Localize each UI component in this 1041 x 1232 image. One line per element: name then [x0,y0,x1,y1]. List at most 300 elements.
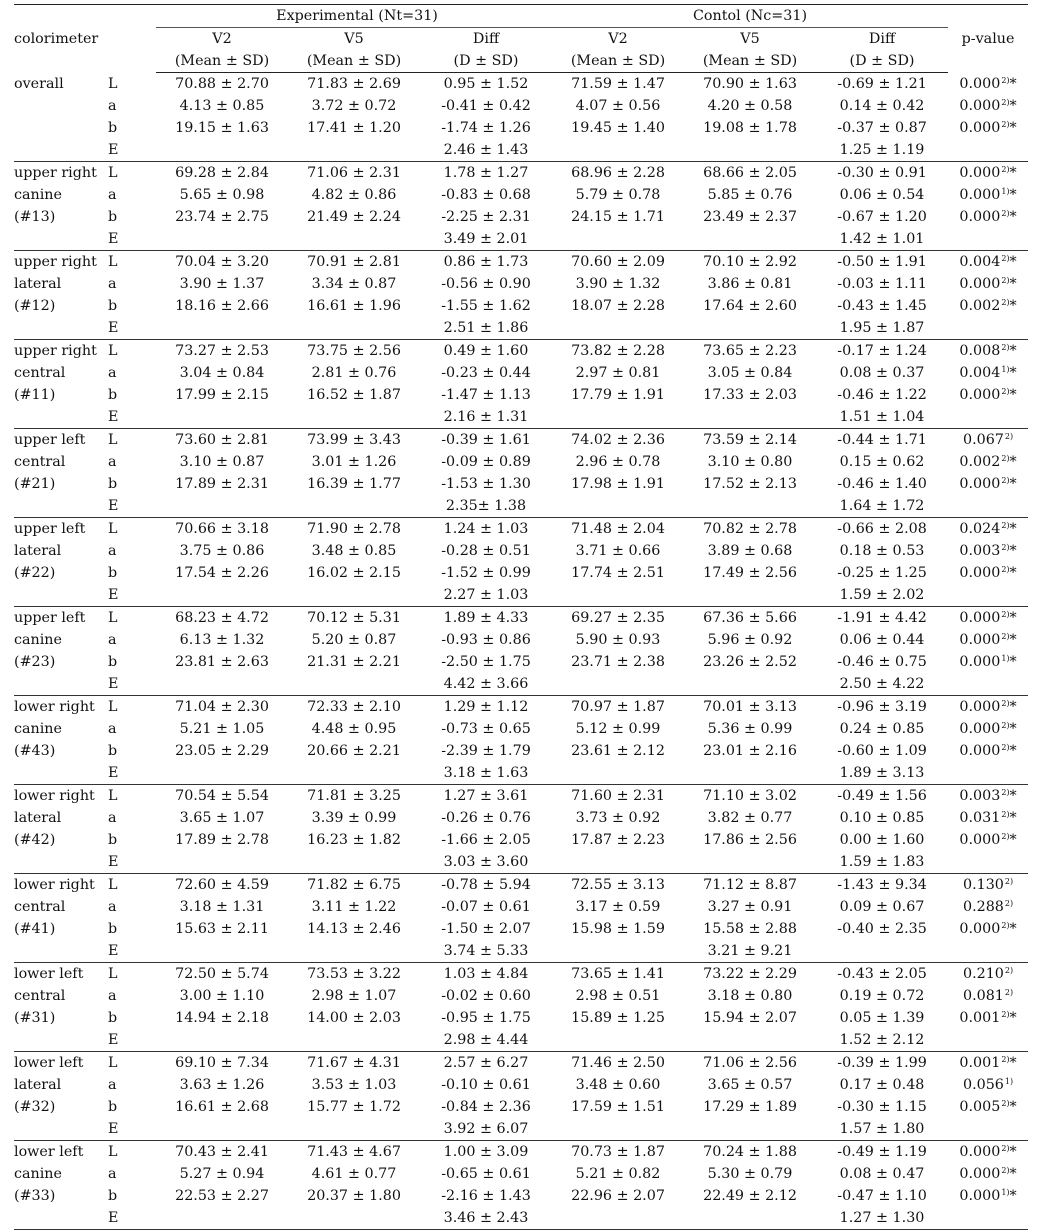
exp-diff-cell: -0.95 ± 1.75 [441,1010,531,1026]
table-row [14,451,1028,473]
ctl-v2-cell: 2.97 ± 0.81 [575,365,661,381]
exp-v5-cell: 3.01 ± 1.26 [311,454,397,470]
p-value-footnote: 2) [1001,743,1010,752]
tooth-label: (#21) [14,476,56,492]
exp-v2-cell: 17.89 ± 2.78 [175,832,269,848]
table-row [14,851,1028,874]
table-row [14,673,1028,696]
p-value: 0.000 [959,1166,1001,1182]
exp-v5-cell: 71.81 ± 3.25 [307,788,401,804]
ctl-v5-cell [684,1207,816,1230]
tooth-label: central [14,454,66,470]
table-row [14,1141,1028,1164]
ctl-diff-cell: -0.17 ± 1.24 [837,343,927,359]
tooth-label: (#32) [14,1099,56,1115]
ctl-v2-cell: 5.79 ± 0.78 [575,187,661,203]
component-label: a [108,276,117,292]
exp-diff-cell: -1.55 ± 1.62 [441,298,531,314]
tooth-label: upper left [14,521,86,537]
exp-diff-cell: -1.53 ± 1.30 [441,476,531,492]
table-row [14,384,1028,406]
table-row [14,918,1028,940]
ctl-diff-cell: -0.25 ± 1.25 [837,565,927,581]
ctl-v5-cell: 68.66 ± 2.05 [703,165,797,181]
tooth-label: lateral [14,810,62,826]
p-value: 0.000 [959,832,1001,848]
component-label: b [108,743,118,759]
ctl-diff-cell: -0.39 ± 1.99 [837,1055,927,1071]
significance-star: * [1009,476,1017,492]
table-row [14,251,1028,274]
component-label: E [108,317,156,340]
ctl-v5-cell: 23.26 ± 2.52 [703,654,797,670]
tooth-label: (#33) [14,1188,56,1204]
table-row [14,1007,1028,1029]
exp-v5-cell: 16.39 ± 1.77 [307,476,401,492]
tooth-label: lateral [14,543,62,559]
p-value-cell [948,584,1028,607]
exp-diff-cell: 3.74 ± 5.33 [420,940,552,963]
p-value: 0.000 [959,120,1001,136]
exp-diff-cell: 1.89 ± 4.33 [443,610,529,626]
p-value-cell [948,762,1028,785]
component-label: b [108,921,118,937]
component-label: L [108,521,118,537]
ctl-diff-cell: 1.59 ± 1.83 [816,851,948,874]
tooth-label [14,228,108,251]
p-value-footnote: 2) [1001,632,1010,641]
ctl-diff-cell: 0.08 ± 0.47 [839,1166,925,1182]
p-value-footnote: 2) [1001,454,1010,463]
p-value-cell [948,117,1028,139]
p-value-cell [948,1207,1028,1230]
ctl-diff-cell: 1.64 ± 1.72 [816,495,948,518]
ctl-diff-cell: 0.18 ± 0.53 [839,543,925,559]
p-value: 0.001 [959,1010,1001,1026]
ctl-v2-cell: 17.74 ± 2.51 [571,565,665,581]
ctl-v2-cell [552,317,684,340]
tooth-label: (#43) [14,743,56,759]
exp-v2-cell: 69.28 ± 2.84 [175,165,269,181]
ctl-v2-cell: 17.98 ± 1.91 [571,476,665,492]
significance-star: * [1009,632,1017,648]
p-value: 0.288 [962,899,1004,915]
exp-v2-cell: 3.75 ± 0.86 [179,543,265,559]
ctl-diff-cell: -0.37 ± 0.87 [837,120,927,136]
exp-diff-cell: -0.84 ± 2.36 [441,1099,531,1115]
p-value-footnote: 2) [1001,1055,1010,1064]
p-value-cell [948,918,1028,940]
significance-star: * [1009,699,1017,715]
exp-v2-cell: 3.18 ± 1.31 [179,899,265,915]
p-value-footnote: 2) [1004,432,1014,441]
significance-star: * [1009,187,1017,203]
tooth-label: canine [14,721,62,737]
exp-v5-cell [288,940,420,963]
table-row [14,495,1028,518]
ctl-v2-cell: 3.71 ± 0.66 [575,543,661,559]
ctl-v2-cell [552,673,684,696]
tooth-label: canine [14,187,62,203]
ctl-v2-cell [552,1118,684,1141]
component-label: b [108,387,118,403]
exp-diff-cell: 2.27 ± 1.03 [420,584,552,607]
component-label: L [108,432,118,448]
ctl-diff-cell: 2.50 ± 4.22 [816,673,948,696]
ctl-diff-cell: 0.00 ± 1.60 [839,832,925,848]
p-value-footnote: 2) [1001,1166,1010,1175]
exp-v2-cell: 3.90 ± 1.37 [179,276,265,292]
tooth-label: (#13) [14,209,56,225]
exp-diff-cell: 2.57 ± 6.27 [443,1055,529,1071]
table-row [14,518,1028,541]
p-value-cell [948,162,1028,185]
ctl-diff-cell: 1.57 ± 1.80 [816,1118,948,1141]
ctl-v2-cell: 4.07 ± 0.56 [575,98,661,114]
table-row [14,607,1028,630]
component-label: E [108,406,156,429]
ctl-diff-cell: 0.06 ± 0.54 [839,187,925,203]
p-value-footnote: 2) [1001,298,1010,307]
table-row [14,1074,1028,1096]
tooth-group [14,1141,1028,1230]
ctl-diff-cell: 0.08 ± 0.37 [839,365,925,381]
exp-v2-cell [156,406,288,429]
p-value: 0.056 [962,1077,1004,1093]
table-row [14,1185,1028,1207]
exp-diff-cell: -0.07 ± 0.61 [441,899,531,915]
p-value-footnote: 2) [1001,387,1010,396]
pvalue-header: p-value [948,5,1028,73]
p-value-cell [948,206,1028,228]
p-value: 0.000 [959,632,1001,648]
ctl-diff-cell: -0.49 ± 1.56 [837,788,927,804]
exp-diff-subheader: (D ± SD) [420,50,552,73]
exp-diff-cell: 1.24 ± 1.03 [443,521,529,537]
p-value-footnote: 2) [1001,209,1010,218]
tooth-label: upper left [14,432,86,448]
ctl-v5-cell: 70.82 ± 2.78 [703,521,797,537]
p-value: 0.024 [959,521,1001,537]
exp-v5-cell: 2.81 ± 0.76 [311,365,397,381]
p-value-footnote: 2) [1004,899,1014,908]
ctl-v5-cell: 3.10 ± 0.80 [707,454,793,470]
component-label: E [108,940,156,963]
ctl-diff-cell: -1.43 ± 9.34 [837,877,927,893]
component-label: a [108,543,117,559]
exp-v2-cell: 17.54 ± 2.26 [175,565,269,581]
p-value-cell [948,362,1028,384]
ctl-v2-cell: 71.59 ± 1.47 [571,76,665,92]
exp-v5-cell: 21.49 ± 2.24 [307,209,401,225]
component-label: b [108,832,118,848]
component-label: b [108,1010,118,1026]
ctl-v5-subheader: (Mean ± SD) [684,50,816,73]
ctl-v5-cell [684,1029,816,1052]
tooth-label: (#12) [14,298,56,314]
exp-v2-cell: 23.81 ± 2.63 [175,654,269,670]
tooth-label: canine [14,632,62,648]
experimental-group-header: Experimental (Nt=31) [156,5,552,28]
component-label: L [108,788,118,804]
p-value-cell [948,1163,1028,1185]
p-value-cell [948,1029,1028,1052]
ctl-v5-cell: 3.86 ± 0.81 [707,276,793,292]
table-row [14,206,1028,228]
exp-v2-cell: 17.99 ± 2.15 [175,387,269,403]
table-row [14,73,1028,96]
significance-star: * [1009,1055,1017,1071]
exp-v5-cell: 16.02 ± 2.15 [307,565,401,581]
p-value-footnote: 2) [1001,1144,1010,1153]
ctl-v5-cell [684,495,816,518]
p-value-cell [948,73,1028,96]
ctl-diff-cell: 1.42 ± 1.01 [816,228,948,251]
exp-v5-cell: 14.00 ± 2.03 [307,1010,401,1026]
tooth-group [14,874,1028,963]
ctl-diff-cell: -0.43 ± 2.05 [837,966,927,982]
p-value: 0.005 [959,1099,1001,1115]
exp-v5-cell: 73.53 ± 3.22 [307,966,401,982]
ctl-v5-cell: 3.05 ± 0.84 [707,365,793,381]
exp-v5-cell: 72.33 ± 2.10 [307,699,401,715]
tooth-group [14,1052,1028,1141]
component-label: E [108,495,156,518]
exp-v2-cell: 14.94 ± 2.18 [175,1010,269,1026]
p-value-cell [948,1118,1028,1141]
table-row [14,273,1028,295]
ctl-v5-cell: 67.36 ± 5.66 [703,610,797,626]
exp-v5-cell: 3.53 ± 1.03 [311,1077,397,1093]
p-value-cell [948,718,1028,740]
ctl-v5-cell: 70.24 ± 1.88 [703,1144,797,1160]
ctl-v2-cell: 70.73 ± 1.87 [571,1144,665,1160]
p-value: 0.003 [959,543,1001,559]
exp-v5-cell: 15.77 ± 1.72 [307,1099,401,1115]
exp-v5-cell [288,851,420,874]
ctl-v2-cell: 17.87 ± 2.23 [571,832,665,848]
p-value: 0.067 [962,432,1004,448]
exp-v5-cell: 71.06 ± 2.31 [307,165,401,181]
p-value: 0.000 [959,1188,1001,1204]
exp-v2-cell: 68.23 ± 4.72 [175,610,269,626]
component-label: L [108,343,118,359]
ctl-v5-cell: 23.49 ± 2.37 [703,209,797,225]
component-label: a [108,187,117,203]
table-row [14,473,1028,495]
component-label: L [108,1144,118,1160]
p-value-cell [948,540,1028,562]
ctl-diff-subheader: (D ± SD) [816,50,948,73]
ctl-v2-cell: 72.55 ± 3.13 [571,877,665,893]
ctl-diff-cell: -0.46 ± 1.40 [837,476,927,492]
ctl-v5-cell: 17.29 ± 1.89 [703,1099,797,1115]
p-value: 0.000 [959,699,1001,715]
p-value-cell [948,95,1028,117]
ctl-v5-cell [684,228,816,251]
p-value-cell [948,940,1028,963]
ctl-diff-cell: -0.46 ± 0.75 [837,654,927,670]
tooth-label: (#41) [14,921,56,937]
tooth-group [14,429,1028,518]
p-value: 0.003 [959,788,1001,804]
exp-v5-cell: 20.66 ± 2.21 [307,743,401,759]
p-value-footnote: 2) [1001,165,1010,174]
component-label: L [108,254,118,270]
exp-v5-cell [288,673,420,696]
significance-star: * [1009,1010,1017,1026]
significance-star: * [1009,832,1017,848]
table-header [14,5,1028,73]
ctl-v5-cell: 17.49 ± 2.56 [703,565,797,581]
p-value-cell [948,1074,1028,1096]
significance-star: * [1009,921,1017,937]
table-row [14,940,1028,963]
component-label: a [108,721,117,737]
tooth-label: (#11) [14,387,56,403]
table-row [14,1096,1028,1118]
ctl-v5-cell: 17.52 ± 2.13 [703,476,797,492]
exp-v2-cell [156,228,288,251]
tooth-label: overall [14,75,64,92]
ctl-v5-cell [684,317,816,340]
component-label: E [108,1118,156,1141]
exp-diff-cell: 2.35± 1.38 [420,495,552,518]
exp-diff-cell: -0.41 ± 0.42 [441,98,531,114]
tooth-group [14,251,1028,340]
p-value-cell [948,629,1028,651]
p-value: 0.000 [959,1144,1001,1160]
p-value-footnote: 2) [1001,832,1010,841]
p-value-cell [948,1007,1028,1029]
component-label: L [108,877,118,893]
ctl-diff-cell: 0.24 ± 0.85 [839,721,925,737]
tooth-label: upper right [14,165,97,181]
exp-v5-cell: 73.99 ± 3.43 [307,432,401,448]
component-label: L [108,75,118,92]
component-label: L [108,1055,118,1071]
ctl-diff-cell: 1.89 ± 3.13 [816,762,948,785]
ctl-v5-cell [684,1118,816,1141]
exp-diff-cell: -0.83 ± 0.68 [441,187,531,203]
p-value-footnote: 2) [1001,810,1010,819]
tooth-label: lower right [14,699,95,715]
exp-v5-cell: 71.83 ± 2.69 [307,76,401,92]
p-value-cell [948,673,1028,696]
ctl-v2-cell: 2.98 ± 0.51 [575,988,661,1004]
p-value-cell [948,807,1028,829]
ctl-v2-cell: 3.73 ± 0.92 [575,810,661,826]
ctl-v5-cell: 5.96 ± 0.92 [707,632,793,648]
exp-v5-header: V5 [344,31,364,47]
p-value-cell [948,851,1028,874]
ctl-diff-cell: -0.43 ± 1.45 [837,298,927,314]
exp-v2-cell: 73.60 ± 2.81 [175,432,269,448]
ctl-v5-cell: 23.01 ± 2.16 [703,743,797,759]
tooth-label: lateral [14,1077,62,1093]
ctl-diff-cell: -0.30 ± 1.15 [837,1099,927,1115]
p-value: 0.002 [959,298,1001,314]
ctl-diff-cell: 0.19 ± 0.72 [839,988,925,1004]
significance-star: * [1009,120,1017,136]
table-row [14,785,1028,808]
ctl-v2-cell [552,762,684,785]
exp-diff-cell: -2.16 ± 1.43 [441,1188,531,1204]
ctl-diff-cell: 0.15 ± 0.62 [839,454,925,470]
colorimeter-results-table [14,4,1028,1230]
exp-diff-cell: -0.26 ± 0.76 [441,810,531,826]
ctl-v5-cell: 70.01 ± 3.13 [703,699,797,715]
exp-v2-cell [156,139,288,162]
p-value-cell [948,896,1028,918]
table-row [14,362,1028,384]
exp-v5-subheader: (Mean ± SD) [288,50,420,73]
table-row [14,295,1028,317]
table-row [14,584,1028,607]
exp-v2-cell [156,317,288,340]
exp-v2-cell: 15.63 ± 2.11 [175,921,269,937]
ctl-v5-cell: 19.08 ± 1.78 [703,120,797,136]
p-value-cell [948,429,1028,452]
p-value-cell [948,740,1028,762]
ctl-v5-cell: 15.58 ± 2.88 [703,921,797,937]
significance-star: * [1009,810,1017,826]
p-value-footnote: 1) [1001,654,1010,663]
tooth-label: upper left [14,610,86,626]
exp-diff-cell: -0.65 ± 0.61 [441,1166,531,1182]
tooth-label [14,117,108,139]
tooth-group [14,785,1028,874]
p-value: 0.004 [959,365,1001,381]
ctl-diff-header: Diff [868,31,896,47]
significance-star: * [1009,721,1017,737]
exp-v2-cell [156,1207,288,1230]
ctl-v2-cell: 71.60 ± 2.31 [571,788,665,804]
ctl-diff-cell: -0.96 ± 3.19 [837,699,927,715]
exp-v2-cell: 69.10 ± 7.34 [175,1055,269,1071]
exp-v5-cell: 4.61 ± 0.77 [311,1166,397,1182]
p-value-footnote: 2) [1001,120,1010,129]
p-value: 0.001 [959,1055,1001,1071]
exp-v2-cell: 6.13 ± 1.32 [179,632,265,648]
exp-v2-cell [156,495,288,518]
p-value: 0.000 [959,387,1001,403]
tooth-label: lateral [14,276,62,292]
exp-v5-cell: 71.82 ± 6.75 [307,877,401,893]
tooth-label: (#22) [14,565,56,581]
ctl-v5-cell: 3.89 ± 0.68 [707,543,793,559]
exp-v2-cell [156,1118,288,1141]
table-row [14,740,1028,762]
p-value: 0.000 [959,187,1001,203]
exp-v2-cell: 4.13 ± 0.85 [179,98,265,114]
ctl-diff-cell: 0.06 ± 0.44 [839,632,925,648]
significance-star: * [1009,209,1017,225]
exp-v5-cell [288,495,420,518]
ctl-v2-cell: 5.21 ± 0.82 [575,1166,661,1182]
exp-v2-cell: 70.66 ± 3.18 [175,521,269,537]
p-value-cell [948,829,1028,851]
ctl-v5-cell [684,762,816,785]
ctl-v5-cell: 70.90 ± 1.63 [703,76,797,92]
p-value: 0.210 [962,966,1004,982]
ctl-diff-cell: -0.66 ± 2.08 [837,521,927,537]
exp-v5-cell: 3.11 ± 1.22 [311,899,397,915]
exp-v5-cell: 73.75 ± 2.56 [307,343,401,359]
ctl-v2-cell: 73.65 ± 1.41 [571,966,665,982]
exp-diff-cell: 0.86 ± 1.73 [443,254,529,270]
p-value-cell [948,473,1028,495]
